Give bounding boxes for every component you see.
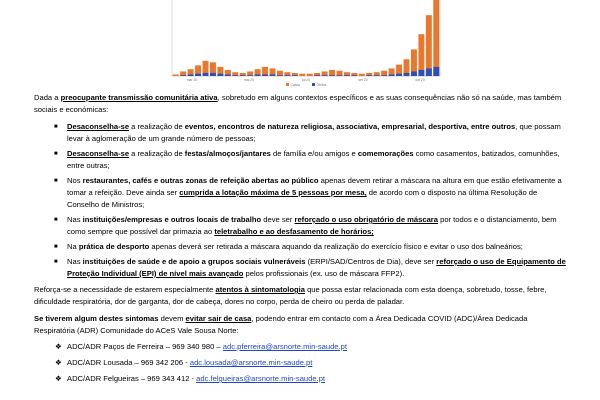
bar-casos-18	[307, 74, 313, 76]
diamond-bullet-icon: ❖	[55, 358, 62, 367]
x-tick-label: jul 20	[301, 78, 311, 82]
bar-bitos-1	[180, 75, 186, 76]
bar-casos-14	[277, 71, 283, 76]
bar-bitos-33	[418, 70, 424, 76]
bullet-square-icon: ■	[54, 259, 58, 265]
bar-bitos-22	[337, 75, 343, 76]
bar-bitos-34	[426, 68, 432, 76]
bar-bitos-16	[292, 75, 298, 76]
recommendation-health-institutions: ■ Nas instituições de saúde e de apoio a grupos sociais vulneráveis (ERPI/SAD/Centros de Dia), deve ser reforçado o uso de Equipamento de Proteção Individual (EPI) de nível mais avançado pelos profissionais (ex. uso de máscara FFP2).	[54, 257, 566, 278]
recommendation-workplaces: ■ Nas instituições/empresas e outros locais de trabalho deve ser reforçado o uso obrigatório de máscara por todos e o distanciamento, bem como sempre que possível dar primazia ao teletrabalho e ao desfasamento de horários;	[54, 215, 557, 236]
bar-casos-21	[329, 70, 335, 76]
bar-casos-22	[337, 71, 343, 76]
bar-bitos-6	[217, 74, 223, 76]
bar-bitos-23	[344, 75, 350, 76]
legend-swatch-1	[312, 83, 315, 86]
contact-pacos-de-ferreira: ❖ ADC/ADR Paços de Ferreira – 969 340 980 – adc.pferreira@arsnorte.min-saude.pt	[55, 342, 347, 351]
bar-bitos-9	[240, 75, 246, 76]
bullet-square-icon: ■	[54, 178, 58, 184]
bullet-square-icon: ■	[54, 151, 58, 157]
chart-svg	[168, 0, 444, 88]
bar-bitos-4	[203, 73, 209, 76]
bar-bitos-7	[225, 74, 231, 76]
bar-casos-0	[173, 74, 179, 76]
bar-casos-25	[359, 74, 365, 76]
bar-casos-17	[299, 74, 305, 76]
bar-bitos-13	[270, 74, 276, 76]
bar-bitos-5	[210, 73, 216, 76]
recommendations-list	[34, 121, 570, 280]
bar-bitos-12	[262, 74, 268, 76]
bullet-square-icon: ■	[54, 217, 58, 223]
bar-bitos-19	[314, 75, 320, 76]
bar-casos-28	[381, 71, 387, 76]
bar-bitos-32	[411, 71, 417, 76]
legend-label-0: Casos	[290, 83, 301, 87]
bar-bitos-30	[396, 74, 402, 76]
epidemic-chart	[168, 0, 444, 88]
legend-swatch-0	[286, 83, 289, 86]
bar-bitos-26	[366, 75, 372, 76]
bullet-square-icon: ■	[54, 124, 58, 130]
email-link-pacos-de-ferreira[interactable]: adc.pferreira@arsnorte.min-saude.pt	[222, 342, 347, 351]
contact-paragraph: Se tiverem algum destes sintomas devem evitar sair de casa, podendo entrar em contacto com a Área Dedicada COVID (ADC)/Área Dedicada Respiratória (ADR) Comunidade do ACeS Vale Sousa Norte:	[34, 314, 528, 335]
email-link-felgueiras[interactable]: adc.felgueiras@arsnorte.min-saude.pt	[196, 374, 326, 383]
diamond-bullet-icon: ❖	[55, 342, 62, 351]
bar-bitos-14	[277, 75, 283, 76]
contact-felgueiras: ❖ ADC/ADR Felgueiras – 969 343 412 - adc.felgueiras@arsnorte.min-saude.pt	[55, 374, 326, 383]
legend-label-1: Óbitos	[316, 83, 327, 87]
bar-bitos-31	[404, 73, 410, 76]
recommendation-sport: ■ Na prática de desporto apenas deverá ser retirada a máscara aquando da realização do exercício físico e evitar o uso dos balneários;	[54, 242, 523, 251]
intro-highlight: preocupante transmissão comunitária ativa	[60, 93, 218, 102]
bar-bitos-27	[374, 75, 380, 76]
bar-casos-33	[418, 34, 424, 76]
bar-bitos-3	[195, 74, 201, 76]
bar-bitos-15	[284, 75, 290, 76]
recommendation-parties: ■ Desaconselha-se a realização de festas/almoços/jantares de família e/ou amigos e comemorações como casamentos, batizados, comunhões, entre outras;	[54, 149, 560, 170]
recommendation-restaurants: ■ Nos restaurantes, cafés e outras zonas de refeição abertas ao público apenas devem retirar a máscara na altura em que estão efetivamente a tomar a refeição. Deve ainda ser cumprida a lotação máxima de 5 pessoas por mesa, de acordo com o disposto na última Resolução de Conselho de Ministros;	[54, 176, 562, 209]
x-tick-label: out 20	[415, 78, 425, 82]
bar-bitos-24	[351, 75, 357, 76]
bar-bitos-8	[232, 75, 238, 76]
bar-bitos-21	[329, 75, 335, 76]
intro-paragraph: Dada a preocupante transmissão comunitária ativa, sobretudo em alguns contextos específicos e as suas consequências não só na saúde, mas também sociais e económicas:	[34, 93, 562, 114]
diamond-bullet-icon: ❖	[55, 374, 62, 383]
x-tick-label: mai 20	[243, 78, 255, 82]
x-tick-label: set 20	[358, 78, 368, 82]
bar-bitos-28	[381, 75, 387, 76]
bar-casos-34	[426, 15, 432, 76]
bar-bitos-20	[322, 75, 328, 76]
document-body	[34, 92, 570, 389]
bar-bitos-10	[247, 75, 253, 76]
bar-bitos-2	[188, 74, 194, 76]
contacts-list	[34, 341, 570, 385]
recommendation-events: ■ Desaconselha-se a realização de eventos, encontros de natureza religiosa, associativa, empresarial, desportiva, entre outros, que possam levar à aglomeração de um grande número de pessoas;	[54, 122, 561, 143]
symptoms-paragraph: Reforça-se a necessidade de estarem especialmente atentos à sintomatologia que possa estar relacionada com esta doença, sobretudo, tosse, febre, dificuldade respiratória, dor de garganta, dor de cabeça, dores no corpo, perda de cheiro ou perda de paladar.	[34, 285, 547, 306]
bar-bitos-35	[433, 67, 439, 76]
bar-bitos-29	[389, 74, 395, 76]
bar-casos-35	[433, 0, 439, 76]
bar-bitos-11	[255, 74, 261, 76]
x-tick-label: mar 20	[186, 78, 198, 82]
contact-lousada: ❖ ADC/ADR Lousada – 969 342 206 - adc.lousada@arsnorte.min-saude.pt	[55, 358, 313, 367]
email-link-lousada[interactable]: adc.lousada@arsnorte.min-saude.pt	[189, 358, 313, 367]
bullet-square-icon: ■	[54, 244, 58, 250]
